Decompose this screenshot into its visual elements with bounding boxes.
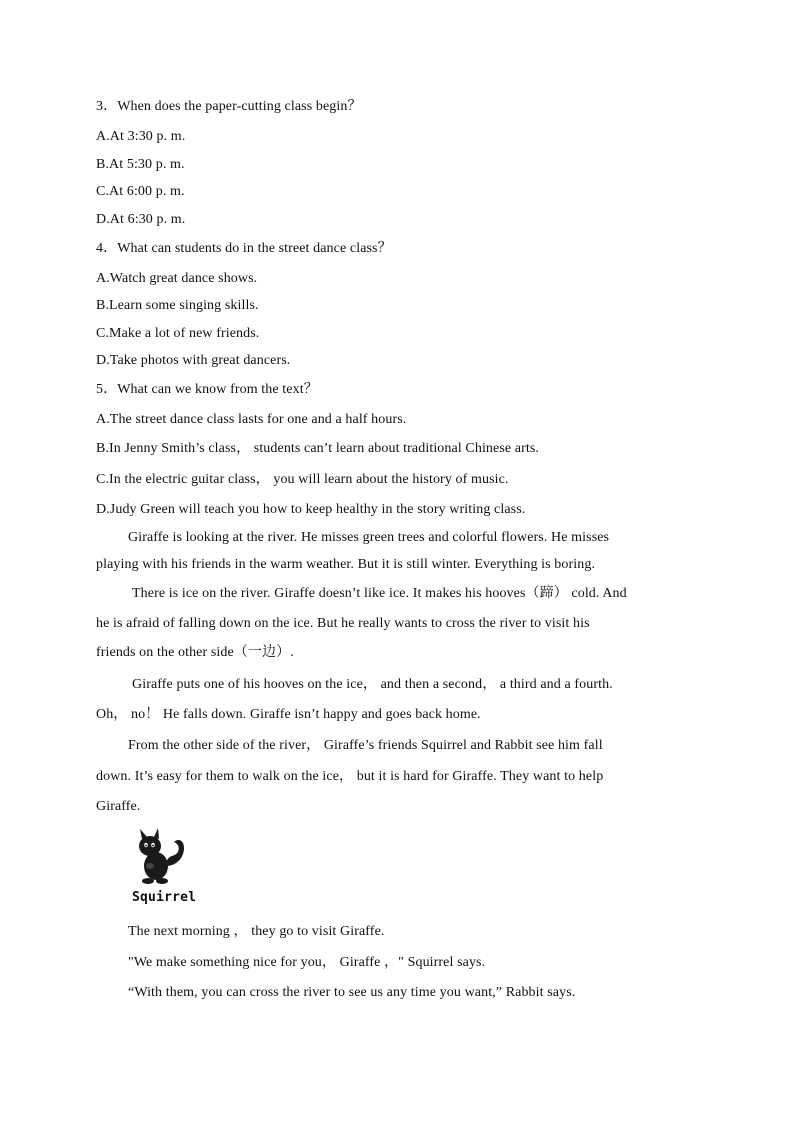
question-4-stem: 4．What can students do in the street dance class？ xyxy=(96,241,392,256)
story-line: From the other side of the river， Giraffe’s friends Squirrel and Rabbit see him fall xyxy=(128,738,603,753)
question-3-stem: 3．When does the paper-cutting class begin？ xyxy=(96,99,362,114)
question-4-option-d: D.Take photos with great dancers. xyxy=(96,353,291,368)
question-5-option-b: B.In Jenny Smith’s class， students can’t learn about traditional Chinese arts. xyxy=(96,441,540,456)
question-3-option-b: B.At 5:30 p. m. xyxy=(96,157,185,172)
story-line: playing with his friends in the warm weather. But it is still winter. Everything is boring. xyxy=(96,557,596,572)
story-line: "We make something nice for you， Giraffe ，" Squirrel says. xyxy=(128,955,486,970)
squirrel-illustration xyxy=(132,826,194,886)
story-line: The next morning ， they go to visit Giraffe. xyxy=(128,924,385,939)
story-line: down. It’s easy for them to walk on the ice， but it is hard for Giraffe. They want to help xyxy=(96,769,604,784)
question-3-option-a: A.At 3:30 p. m. xyxy=(96,129,186,144)
question-5-option-d: D.Judy Green will teach you how to keep healthy in the story writing class. xyxy=(96,502,526,517)
story-line: Giraffe puts one of his hooves on the ice， and then a second， a third and a fourth. xyxy=(132,677,613,692)
question-4-option-c: C.Make a lot of new friends. xyxy=(96,326,260,341)
question-3-option-d: D.At 6:30 p. m. xyxy=(96,212,186,227)
story-line: friends on the other side（一边）. xyxy=(96,645,294,660)
squirrel-caption: Squirrel xyxy=(132,890,197,905)
question-4-option-b: B.Learn some singing skills. xyxy=(96,298,259,313)
squirrel-icon xyxy=(132,826,192,886)
question-5-stem: 5．What can we know from the text？ xyxy=(96,382,318,397)
question-4-option-a: A.Watch great dance shows. xyxy=(96,271,258,286)
question-5-option-c: C.In the electric guitar class， you will learn about the history of music. xyxy=(96,472,509,487)
story-line: “With them, you can cross the river to see us any time you want,” Rabbit says. xyxy=(128,985,576,1000)
question-3-option-c: C.At 6:00 p. m. xyxy=(96,184,185,199)
story-line: Giraffe. xyxy=(96,799,141,814)
story-line: There is ice on the river. Giraffe doesn’t like ice. It makes his hooves（蹄） cold. And xyxy=(132,586,627,601)
question-5-option-a: A.The street dance class lasts for one and a half hours. xyxy=(96,412,407,427)
story-line: he is afraid of falling down on the ice. But he really wants to cross the river to visit his xyxy=(96,616,590,631)
story-line: Oh， no！ He falls down. Giraffe isn’t happy and goes back home. xyxy=(96,707,481,722)
story-line: Giraffe is looking at the river. He misses green trees and colorful flowers. He misses xyxy=(128,530,610,545)
